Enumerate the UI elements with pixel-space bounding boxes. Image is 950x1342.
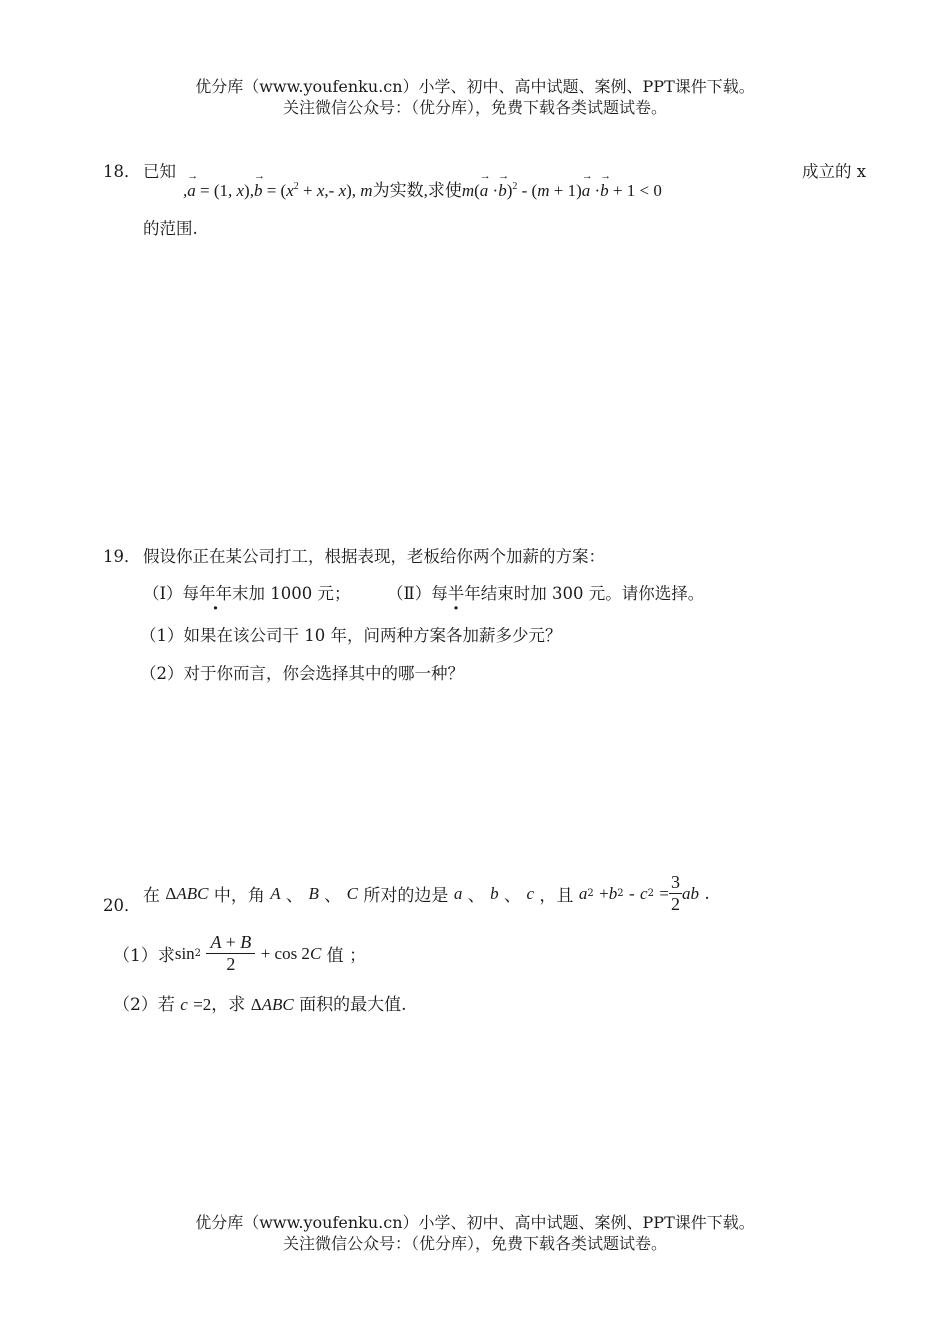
q18-tail: 成立的 x [802, 162, 867, 181]
q19-option-2-rest: 结束时加 300 元。请你选择。 [480, 584, 705, 603]
header-line-2: 关注微信公众号：（优分库），免费下载各类试题试卷。 [282, 98, 667, 117]
q20-number: 20． [103, 896, 141, 915]
q18-lead: 已知 [143, 162, 176, 181]
q19-number: 19． [103, 547, 141, 566]
q19-option-2-emphasis: 每半年 [431, 584, 481, 603]
q19-part-2: （2）对于你而言，你会选择其中的哪一种？ [140, 664, 464, 683]
footer-line-1: 优分库（www.youfenku.cn）小学、初中、高中试题、案例、PPT课件下载。 [195, 1213, 755, 1232]
q19-option-1 [143, 580, 351, 604]
footer-line-2: 关注微信公众号：（优分库），免费下载各类试题试卷。 [282, 1234, 667, 1253]
q18-line2: 的范围. [143, 219, 198, 238]
page-header [0, 76, 950, 118]
q20-part-1: （1）求 sin 2 $\frac{A + B}{2}$ + cos 2 C 值 ； [113, 932, 367, 974]
header-line-1: 优分库（www.youfenku.cn）小学、初中、高中试题、案例、PPT课件下载。 [195, 77, 755, 96]
q19-option-1-emphasis: 每年年末 [182, 584, 249, 603]
q19-option-2 [387, 580, 704, 604]
q19-stem: 假设你正在某公司打工，根据表现，老板给你两个加薪的方案： [143, 547, 605, 566]
q18-formula: ,→ a = (1, $x),\to b = (x^2 + x,-$ x), m为实数,求使$m(\to a \cdot\to b)^2 - (m + 1)\to a \cdot\to b + 1 < 0$ [183, 176, 662, 201]
q19-option-2-label: （Ⅱ） [387, 584, 432, 603]
q19-option-1-label: （Ⅰ） [143, 584, 183, 603]
q18-number: 18． [103, 162, 141, 181]
q19-option-1-rest: 加 1000 元； [248, 584, 351, 603]
q20-part-2: （2）若 c =2，求 ΔABC 面积的最大值. [113, 995, 407, 1015]
q20-stem: 在 Δ ABC 中，角 A 、 B 、 C 所对的边是 a 、 b 、 c ，且 a 2 + b 2 - c 2 = $\frac{3}{2}$ ab . [143, 872, 710, 914]
page-footer [0, 1212, 950, 1254]
q19-part-1: （1）如果在该公司干 10 年，问两种方案各加薪多少元？ [140, 626, 562, 645]
